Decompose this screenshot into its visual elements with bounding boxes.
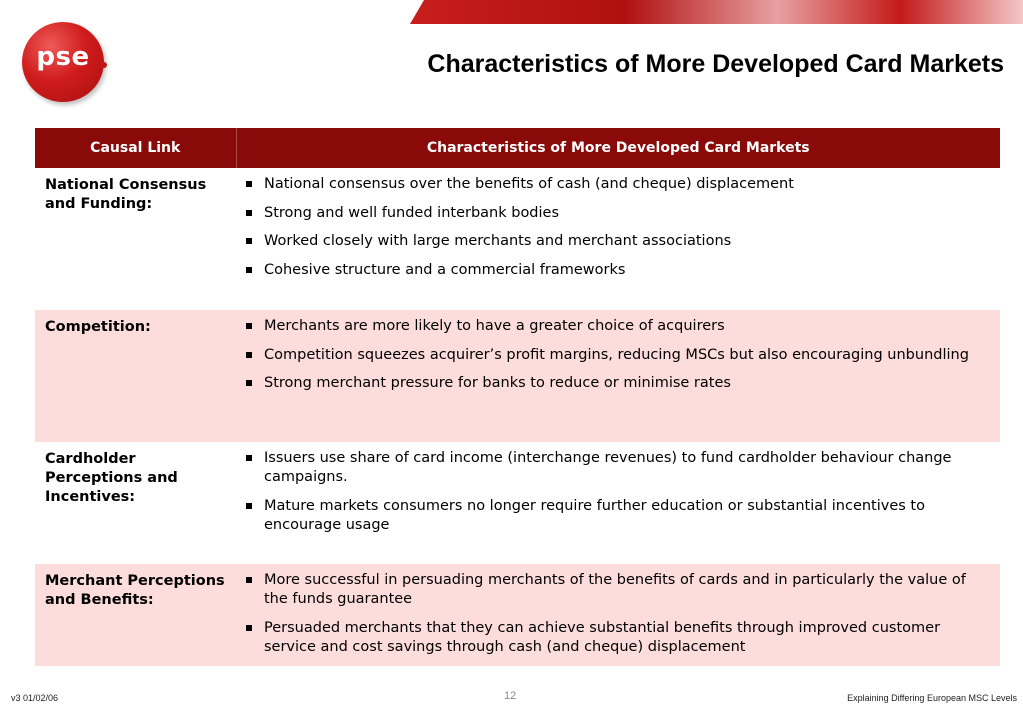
characteristics-table xyxy=(35,128,1000,666)
bullet-item: Worked closely with large merchants and merchant associations xyxy=(244,232,984,251)
row-points xyxy=(236,310,1000,442)
bullet-item: Persuaded merchants that they can achieve substantial benefits through improved customer service and cost savings through cash (and cheque) displacement xyxy=(244,619,984,657)
bullet-list xyxy=(244,175,984,280)
footer-page-number: 12 xyxy=(504,690,517,702)
bullet-item: Cohesive structure and a commercial frameworks xyxy=(244,261,984,280)
footer-caption: Explaining Differing European MSC Levels xyxy=(847,693,1017,703)
logo-dot xyxy=(101,62,107,68)
bullet-item: Strong merchant pressure for banks to reduce or minimise rates xyxy=(244,374,984,393)
row-points xyxy=(236,168,1000,310)
table-row xyxy=(35,442,1000,564)
bullet-item: Issuers use share of card income (interchange revenues) to fund cardholder behaviour change campaigns. xyxy=(244,449,984,487)
table-row xyxy=(35,168,1000,310)
table-header-row xyxy=(35,128,1000,168)
page-title: Characteristics of More Developed Card Markets xyxy=(427,50,1004,78)
bullet-item: Merchants are more likely to have a greater choice of acquirers xyxy=(244,317,984,336)
bullet-item: More successful in persuading merchants of the benefits of cards and in particularly the value of the funds guarantee xyxy=(244,571,984,609)
bullet-item: National consensus over the benefits of cash (and cheque) displacement xyxy=(244,175,984,194)
bullet-list xyxy=(244,571,984,657)
row-label: Cardholder Perceptions and Incentives: xyxy=(35,442,236,564)
row-label: Merchant Perceptions and Benefits: xyxy=(35,564,236,666)
table-row xyxy=(35,564,1000,666)
bullet-item: Competition squeezes acquirer’s profit margins, reducing MSCs but also encouraging unbundling xyxy=(244,346,984,365)
footer-version: v3 01/02/06 xyxy=(11,693,59,703)
table-row xyxy=(35,310,1000,442)
bullet-list xyxy=(244,449,984,535)
top-decorative-band xyxy=(410,0,1023,24)
row-label: National Consensus and Funding: xyxy=(35,168,236,310)
column-header-causal-link: Causal Link xyxy=(35,128,236,168)
bullet-item: Strong and well funded interbank bodies xyxy=(244,204,984,223)
row-points xyxy=(236,442,1000,564)
row-points xyxy=(236,564,1000,666)
bullet-list xyxy=(244,317,984,393)
logo-text: pse xyxy=(36,42,90,72)
row-label: Competition: xyxy=(35,310,236,442)
column-header-characteristics: Characteristics of More Developed Card Markets xyxy=(236,128,1000,168)
pse-logo xyxy=(22,22,104,102)
bullet-item: Mature markets consumers no longer require further education or substantial incentives to encourage usage xyxy=(244,497,984,535)
